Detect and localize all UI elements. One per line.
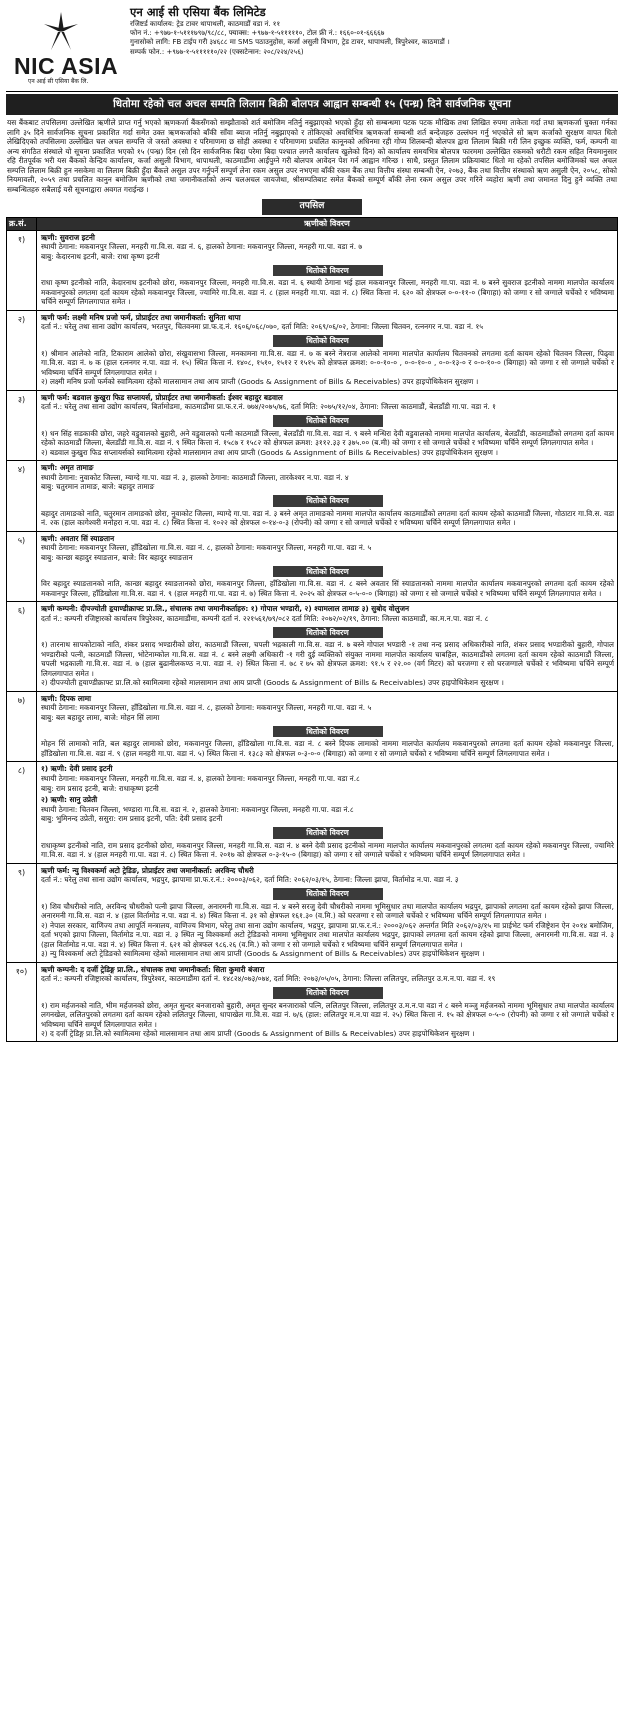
serial-number: १) bbox=[7, 230, 37, 310]
collateral-description: राधाकृष्ण इटनीको नाति, राम प्रसाद इटनीको छोरा, मकवानपुर जिल्ला, मनहरी गा.वि.स. वडा नं. ४ बस्ने देवी प्रसाद इटनीको नाममा मालपोत कार्यालय मकवानपुरको लगतमा दर्ता कायम रहेको मकवानपुर जिल्ला, ज्यामिरे गा.वि.स. वडा नं. ४ (हाल मनहरी गा.पा. वडा नं. ८) स्थित कित्ता नं. २०१७ को क्षेत्रफल ०-३-१५-० (बिगाहा) को जग्गा र सो जग्गाले चर्चेको र भविष्यमा चर्चिने सम्पूर्ण लिगलगापात समेत । bbox=[41, 840, 614, 860]
entry-details bbox=[37, 602, 618, 691]
borrower-detail-line: स्थायी ठेगाना: मकवानपुर जिल्ला, मनहरी गा.वि.स. वडा नं. ४, हालको ठेगाना: मकवानपुर जिल्ला, मनहरी गा.पा. वडा नं.८ bbox=[41, 773, 360, 783]
entry-details bbox=[37, 863, 618, 962]
borrower-block bbox=[41, 534, 614, 563]
serial-number: २) bbox=[7, 310, 37, 390]
collateral-heading: धितोको विवरण bbox=[273, 726, 383, 738]
collateral-heading: धितोको विवरण bbox=[273, 827, 383, 839]
header-line: सम्पर्क फोन.: +९७७-१-५१११११०/२२ (एक्सटेन्सन: २०८/२२४/२५६) bbox=[130, 47, 304, 56]
borrower-name: ऋणी: अवतार सिं स्याङतान bbox=[41, 533, 115, 543]
borrower-detail-line: बाबु: केदारनाथ इटनी, बाजे: राधा कृष्ण इटनी bbox=[41, 252, 160, 262]
borrower-detail-line: बाबु: भुमिनन्द उप्रेती, ससुरा: राम प्रसाद इटनी, पति: देवी प्रसाद इटनी bbox=[41, 814, 223, 824]
notice-intro: यस बैंकबाट तपसिलमा उल्लेखित ऋणीले प्राप्त गर्नु भएको ऋणकर्जा बैंकसँगको सम्झौताको शर्त बमोजिम नतिर्नु नबुझाएको भएको हुँदा सो सम्बन्धमा पटक पटक मौखिक तथा लिखित रुपमा ताकेता गर्दा तथा ऋणकर्जा चुक्ता गर्नका लागि ३५ दिने सार्वजनिक सूचना प्रकाशित गर्दा समेत उक्त ऋणकर्जाको बाँकी साँवा ब्याज नतिर्नु नबुझाएको र तोकिएको अवधिभित्र ऋणकर्जा सम्बन्धी शर्त बन्देजहरु उल्लंघन गर्नु भएकोले सो ऋण कर्जाको सुरक्षण वापत धितो लेखिदिएको तपसिलमा उल्लेखित चल अचल सम्पत्ति जे जस्तो अवस्था र परिमाणमा छ सोही अवस्था र परिमाणमा प्रचलित कानूनको अधिनमा रही गोप्य शिलबन्दी बोलपत्र द्वारा लिलाम बिक्री गरी लिन इच्छुक व्यक्ति, फर्म, कम्पनी वा अन्य संगठित संस्थाले यो सूचना प्रकाशित भएको १५ (पन्ध्र) दिन (सो दिन सार्वजनिक बिदा परेमा बिदा पश्चात लगत्तै कार्यालय खुलेको दिन) को कार्यालय समयभित्र बोलपत्र फारममा उल्लेखित रकमको धरौटी रकम सहित नियमानुसार रहि रीतपूर्वक भरी यस बैंकको केन्द्रिय कार्यालय, कर्जा असुली विभाग, थापाथली, काठमाडौंमा आईपुग्ने गरी बोलपत्र आवेदन पेश गर्न आह्वान गरिन्छ । साथै, प्रस्तुत लिलाम प्रक्रियाबाट धितो मा रहेको तपसिल बमोजिमको चल अचल सम्पत्ति लिलाम बिक्री हुन नसकेमा वा लिलाम बिक्री हुँदा बैंकले असुल उपर गर्नुपर्ने सम्पूर्ण लेना रकम असुल उपर नभएमा बाँकी रकम बैंक तथा वित्तीय संस्था सम्बन्धी ऐन, २०७३, बैंक तथा वित्तीय संस्थाको ऋण असुली ऐन, २०५८, सोको नियमावली, २०५९ तथा प्रचलित कानुन बमोजिम ऋणीको तथा जमानीकर्ताको अन्य चलअचल जायजेथा, श्रीसम्पतिबाट समेत बैंकको सम्पूर्ण बाँकी लेना रकम असुल उपर गरिने व्यहोरा ऋणी तथा जमानत दिनु हुने व्यक्ति तथा सम्बन्धितहरु सबैलाई यसै सूचनाद्वारा अवगत गराईन्छ । bbox=[7, 118, 617, 194]
borrower-detail-line: स्थायी ठेगाना: मकवानपुर जिल्ला, मनहरी गा.वि.स. वडा नं. ६, हालको ठेगाना: मकवानपुर जिल्ला, मनहरी गा.पा. वडा नं. ७ bbox=[41, 242, 363, 252]
serial-number: ३) bbox=[7, 390, 37, 460]
table-row bbox=[7, 230, 618, 310]
serial-number: ५) bbox=[7, 531, 37, 602]
collateral-heading: धितोको विवरण bbox=[273, 627, 383, 639]
collateral-description: २) बडवाल कुखुरा फिड सप्लायर्सको स्वामित्वमा रहेको मालसामान तथा आय प्राप्ती (Goods & Assignment of Bills & Receivables) उपर हाइपोथिकेशन सुरक्षण । bbox=[41, 447, 499, 457]
logo-name: NIC ASIA bbox=[14, 53, 119, 79]
collateral-heading: धितोको विवरण bbox=[273, 987, 383, 999]
collateral-description: मोहन सिं लामाको नाति, बल बहादुर लामाको छोरा, मकवानपुर जिल्ला, हाँडिखोला गा.वि.स. वडा नं. ८ बस्ने दिपक लामाको नाममा मालपोत कार्यालय मकवानपुरको लगतमा दर्ता कायम रहेको मकवानपुर जिल्ला, हाँडिखोला गा.वि.स. वडा नं. ९ (हाल मनहरी गा.पा. वडा नं. ५) स्थित कित्ता नं. १३८३ को क्षेत्रफल ०-३-०-० (बिगाहा) को जग्गा र सो जग्गाले चर्चेको र भविष्यमा चर्चिने सम्पूर्ण लिगलगापात समेत । bbox=[41, 739, 614, 758]
header-line: रजिष्टर्ड कार्यालय: ट्रेड टावर थापाथली, काठमाडौं वडा नं. ११ bbox=[130, 19, 281, 28]
table-row bbox=[7, 762, 618, 863]
collateral-description: १) तारनाथ सापकोटाको नाति, शंकर प्रसाद भण्डारीको छोरा, काठमाडौं जिल्ला, चपली भद्रकाली गा.वि.स. वडा नं. ७ बस्ने गोपाल भण्डारी -१ तथा नन्द प्रसाद अधिकारीको नाति, शंकर प्रसाद भण्डारीको बुहारी, गोपाल भण्डारीको पत्नी, काठमाडौं जिल्ला, भोटेनाम्कोल गा.वि.स. वडा नं. ८ बस्ने लक्ष्मी अधिकारी -१ गरी दुई व्यक्तिको संयुक्त नाममा मालपोत कार्यालय चाबहिल, काठमाडौंको लगतमा दर्ता कायम रहेको काठमाडौं जिल्ला, चपली भद्रकाली गा.वि.स. वडा नं. ७ (हाल बुढानीलकण्ठ न.पा. वडा नं. २) स्थित कित्ता नं. ७८ र ७५ को क्षेत्रफल क्रमश: ९१.५ र २२.०० (वर्ग मिटर) को घरजग्गा र सो घरजग्गाले चर्चेको र भविष्यमा चर्चिने सम्पूर्ण लिगलगापात समेत । bbox=[41, 640, 614, 678]
bank-header bbox=[6, 4, 618, 92]
borrower-block bbox=[41, 866, 614, 885]
schedule-table bbox=[6, 217, 618, 1043]
borrower-block bbox=[41, 393, 614, 412]
borrower-block bbox=[41, 463, 614, 492]
nic-asia-star-icon bbox=[44, 12, 78, 52]
header-line: फोन नं.: +९७७-१-५१११७९७/९८/८८, फ्याक्स: +९७७-१-५१११११०, टोल फ्री नं.: १६६०-०१-६६६६७ bbox=[130, 29, 385, 38]
serial-number: ७) bbox=[7, 691, 37, 762]
borrower-detail-line: बाबु: बल बहादुर लामा, बाजे: मोहन सिं लामा bbox=[41, 712, 160, 722]
borrower-name: ऋणी: सुवराज इटनी bbox=[41, 232, 95, 242]
table-row bbox=[7, 531, 618, 602]
serial-number: ४) bbox=[7, 461, 37, 532]
table-row bbox=[7, 461, 618, 532]
table-row bbox=[7, 310, 618, 390]
borrower-name: ऋणी फर्म: न्यु विश्वकर्मा अटो ट्रेडिङ, प्रोप्राईटर तथा जमानीकर्ता: अरविन्द चौधरी bbox=[41, 865, 254, 875]
entry-details bbox=[37, 691, 618, 762]
entry-details bbox=[37, 962, 618, 1042]
collateral-heading: धितोको विवरण bbox=[273, 888, 383, 900]
table-header-row bbox=[7, 217, 618, 230]
schedule-heading: तपसिल bbox=[262, 199, 362, 215]
table-row bbox=[7, 602, 618, 691]
table-row bbox=[7, 390, 618, 460]
logo bbox=[6, 4, 126, 91]
borrower-detail-line: बाबु: कान्छा बहादुर स्याङतान, बाजे: विर बहादुर स्याङतान bbox=[41, 552, 193, 562]
entry-details bbox=[37, 310, 618, 390]
collateral-description: विर बहादुर स्याङतानको नाति, कान्छा बहादुर स्याङतानको छोरा, मकवानपुर जिल्ला, हाँडिखोला गा.वि.स. वडा नं. ८ बस्ने अवतार सिं स्याङतानको नाममा मालपोत कार्यालय मकवानपुरको लगतमा दर्ता कायम रहेको मकवानपुर जिल्ला, हाँडिखोला गा.वि.स. वडा नं. ९ (हाल मनहरी गा.पा. वडा नं. ७) स्थित कित्ता नं. २०२५ को क्षेत्रफल ०-५-०-० (बिगाहा) को जग्गा र सो जग्गाले चर्चेको र भविष्यमा चर्चिने सम्पूर्ण लिगलगापात समेत । bbox=[41, 579, 614, 598]
entry-details bbox=[37, 390, 618, 460]
borrower-block bbox=[41, 795, 614, 824]
borrower-detail-line: दर्ता नं.: कम्पनी रजिष्ट्रारको कार्यालय, त्रिपुरेश्वर, काठमाडौंमा दर्ता नं. १४८२४/०७३/०७४, दर्ता मिति: २०७३/०५/०५, ठेगाना: जिल्ला ललितपुर, ललितपुर उ.म.न.पा. वडा नं. १९ bbox=[41, 974, 496, 984]
borrower-name: १) ऋणी: देवी प्रसाद इटनी bbox=[41, 764, 113, 774]
collateral-heading: धितोको विवरण bbox=[273, 415, 383, 427]
collateral-description: २) लक्ष्मी मनिष प्रजो फर्मको स्वामित्वमा रहेको मालसामान तथा आय प्राप्ती (Goods & Assignment of Bills & Receivables) उपर हाइपोथिकेशन सुरक्षण । bbox=[41, 377, 479, 387]
borrower-name: ऋणी: दिपक लामा bbox=[41, 693, 91, 703]
borrower-name: २) ऋणी: सानु उप्रेती bbox=[41, 795, 98, 805]
collateral-heading: धितोको विवरण bbox=[273, 335, 383, 347]
borrower-name: ऋणी कम्पनी: द दर्जी ट्रेडिङ्ग प्रा.लि., संचालक तथा जमानीकर्ता: सिता कुमारी बंजारा bbox=[41, 964, 265, 974]
borrower-block bbox=[41, 604, 614, 623]
borrower-block bbox=[41, 965, 614, 984]
borrower-detail-line: दर्ता नं.: घरेलु तथा साना उद्योग कार्यालय, भरतपुर, चितवनमा प्रा.फ.द.नं. १६०६/०६८/०७०, दर्ता मिति: २०६९/०६/०२, ठेगाना: जिल्ला चितवन, रत्ननगर न.पा. वडा नं. १५ bbox=[41, 322, 484, 332]
collateral-heading: धितोको विवरण bbox=[273, 265, 383, 277]
serial-number: ८) bbox=[7, 762, 37, 863]
borrower-detail-line: दर्ता नं.: घरेलु तथा साना उद्योग कार्यालय, भद्रपुर, झापामा प्रा.फ.र.नं.: २०००३/०६२, दर्ता मिति: २०६२/०३/१५, ठेगाना: जिल्ला झापा, विर्तामोड न.पा. वडा नं. ३ bbox=[41, 875, 459, 885]
borrower-detail-line: स्थायी ठेगाना: मकवानपुर जिल्ला, हाँडिखोला गा.वि.स. वडा नं. ८, हालको ठेगाना: मकवानपुर जिल्ला, मनहरी गा.पा. वडा नं. ५ bbox=[41, 703, 372, 713]
borrower-block bbox=[41, 764, 614, 793]
header-line: गुनासोको लागि: FB टाईप गरी ३४६८८ मा SMS पठाउनुहोस, कर्जा असुली विभाग, ट्रेड टावर, थापाथली, त्रिपुरेश्वर, काठमाडौं । bbox=[130, 38, 450, 47]
bank-contact-info bbox=[126, 4, 618, 91]
collateral-description: बहादुर तामाङको नाति, चतुरमान तामाङको छोरा, नुवाकोट जिल्ला, म्याग्दे गा.पा. वडा नं. ३ बस्ने अमृत तामाङको नाममा मालपोत कार्यालय काठमाडौंको लगतमा दर्ता कायम रहेको काठमाडौं जिल्ला, गोठाटार गा.वि.स. वडा नं. २क (हाल कागेश्वरी मनोहरा न.पा. वडा नं. ८) स्थित कित्ता नं. १०२२ को क्षेत्रफल ०-१४-०-३ (रोपनी) को जग्गा र सो जग्गाले चर्चेको र भविष्यमा चर्चिने सम्पूर्ण लिगलगापात समेत । bbox=[41, 508, 614, 528]
serial-number: १०) bbox=[7, 962, 37, 1042]
notice-title: धितोमा रहेको चल अचल सम्पति लिलाम बिक्री बोलपत्र आह्वान सम्बन्धी १५ (पन्ध्र) दिने सार्वजनिक सूचना bbox=[6, 94, 618, 115]
entry-details bbox=[37, 461, 618, 532]
borrower-name: ऋणी: अमृत तामाङ bbox=[41, 463, 94, 473]
header-serial: क्र.सं. bbox=[7, 217, 37, 230]
borrower-detail-line: स्थायी ठेगाना: चितवन जिल्ला, भण्डारा गा.वि.स. वडा नं. २, हालको ठेगाना: मकवानपुर जिल्ला, मनहरी गा.पा. वडा नं.८ bbox=[41, 804, 354, 814]
borrower-detail-line: स्थायी ठेगाना: नुवाकोट जिल्ला, म्याग्दे गा.पा. वडा नं. ३, हालको ठेगाना: काठमाडौं जिल्ला, तारकेश्वर न.पा. वडा नं. ४ bbox=[41, 472, 349, 482]
table-row bbox=[7, 863, 618, 962]
borrower-detail-line: स्थायी ठेगाना: मकवानपुर जिल्ला, हाँडिखोला गा.वि.स. वडा नं. ८, हालको ठेगाना: मकवानपुर जिल्ला, मनहरी गा.पा. वडा नं. ५ bbox=[41, 543, 372, 553]
borrower-detail-line: बाबु: चतुरमान तामाङ, बाजे: बहादुर तामाङ bbox=[41, 482, 155, 492]
table-row bbox=[7, 962, 618, 1042]
collateral-description: १) शिव चौधरीको नाति, अरविन्द चौधरीको पत्नी झापा जिल्ला, अनारमनी गा.वि.स. वडा नं. ४ बस्ने सरजु देवी चौधरीको नाममा भूमिसुधार तथा मालपोत कार्यालय भद्रपुर, झापाको लगतमा दर्ता कायम रहेको झापा जिल्ला, अनारमनी गा.वि.स. वडा नं. ४ (हाल विर्तामोड न.पा. वडा नं. ४) स्थित कित्ता नं. ३१ को क्षेत्रफल १६१.३० (व.मि.) को घरजग्गा र सो जग्गाले चर्चेको र भविष्यमा चर्चिने सम्पूर्ण लिगलगापात समेत । bbox=[41, 901, 614, 921]
collateral-description: राधा कृष्ण इटनीको नाति, केदारनाथ इटनीको छोरा, मकवानपुर जिल्ला, मनहरी गा.वि.स. वडा नं. ६ स्थायी ठेगाना भई हाल मकवानपुर जिल्ला, मनहरी गा.पा. वडा नं. ७ बस्ने सुवराज इटनीको नाममा मालपोत कार्यालय मकवानपुरको लगतमा दर्ता कायम रहेको मकवानपुर जिल्ला, ज्यामिरे गा.वि.स. वडा नं. ८ (हाल मनहरी गा.पा. वडा नं. ८) स्थित कित्ता नं. ६२० को क्षेत्रफल ०-०-११-० (बिगाहा) को जग्गा र सो जग्गाले चर्चेको र भविष्यमा चर्चिने सम्पूर्ण लिगलगापात समेत । bbox=[41, 278, 614, 307]
table-row bbox=[7, 691, 618, 762]
borrower-block bbox=[41, 694, 614, 723]
borrower-detail-line: बाबु: राम प्रसाद इटनी, बाजे: राधाकृष्ण इटनी bbox=[41, 783, 159, 793]
header-borrower: ऋणीको विवरण bbox=[37, 217, 618, 230]
collateral-description: १) धन सिंह सडकाकी छोरा, जहरे वडुवालको बुहारी, अने वडुवालको पत्नी काठमाडौं जिल्ला, बेलडाँडी गा.वि.स. वडा नं. ९ बस्ने मन्धिरा देवी वडुवालको नाममा मालपोत कार्यालय, बेलडाँडी, काठमाडौंको लगतमा दर्ता कायम रहेको काठमाडौं जिल्ला, बेलडाँडी गा.वि.स. वडा नं. ९ स्थित कित्ता नं. १५८७ र १५८२ को क्षेत्रफल क्रमश: ३११२.३३ र ३७५.०० (ब.मी) को जग्गा र सो जग्गाले चर्चेको र भविष्यमा चर्चिने सम्पूर्ण लिगलगापात समेत । bbox=[41, 428, 614, 448]
collateral-heading: धितोको विवरण bbox=[273, 566, 383, 578]
borrower-detail-line: दर्ता नं.: घरेलु तथा साना उद्योग कार्यालय, बिर्तामोडमा, काठमाडौंमा प्रा.फ.र.नं. ७७४/२०७५/७६, दर्ता मिति: २०७५/१२/०४, ठेगाना: जिल्ला काठमाडौं, बेलडाँडी गा.पा. वडा नं. १ bbox=[41, 402, 496, 412]
logo-subtitle: एन आई सी एसिया बैंक लि. bbox=[28, 78, 89, 85]
collateral-description: १) राम मर्हजनको नाति, भीम मर्हजनको छोरा, अमृत सुन्दर बनजाराको बुहारी, अमृत सुन्दर बनजाराको पत्नि, ललितपुर जिल्ला, ललितपुर उ.म.न.पा वडा नं ८ बस्ने मञ्जु मर्हजनको नाममा भूमिसुधार तथा मालपोत कार्यालय लगनखेल, ललितपुरको लगतमा दर्ता कायम रहेको ललितपुर जिल्ला, धापाखेल गा.वि.स. वडा नं. ७/६ (हाल: ललितपुर म.न.पा वडा नं. २५) स्थित कित्ता नं. १५ को क्षेत्रफल ०-५-० (रोपनी) को जग्गा र सो जग्गाले चर्चेको र भविष्यमा चर्चिने सम्पूर्ण लिगलगापात समेत । bbox=[41, 1000, 615, 1029]
collateral-heading: धितोको विवरण bbox=[273, 495, 383, 507]
borrower-name: ऋणी कम्पनी: दीपज्योती हृयाण्डीक्राफ्ट प्रा.लि., संचालक तथा जमानीकर्ताहरु: १) गोपाल भण्डारी, २) श्यामलाल तामाङ ३) सुबोद वोलुजन bbox=[41, 604, 410, 614]
collateral-description: २) दीपज्योती हृयाण्डीक्राफ्ट प्रा.लि.को स्वामित्वमा रहेको मालसामान तथा आय प्राप्ती (Goods & Assignment of Bills & Receivables) उपर हाइपोथिकेशन सुरक्षण । bbox=[41, 678, 504, 688]
collateral-description: २) द दर्जी ट्रेडिङ्ग प्रा.लि.को स्वामित्वमा रहेको मालसामान तथा आय प्राप्ती (Goods & Assignment of Bills & Receivables) उपर हाइपोथिकेशन सुरक्षण । bbox=[41, 1028, 475, 1038]
entry-details bbox=[37, 230, 618, 310]
borrower-block bbox=[41, 313, 614, 332]
serial-number: ९) bbox=[7, 863, 37, 962]
borrower-name: ऋणी फर्म: लक्ष्मी मनिष प्रजो फर्म, प्रोप्राईटर तथा जमानीकर्ता: सुनिता थापा bbox=[41, 312, 241, 322]
bank-name: एन आई सी एसिया बैंक लिमिटेड bbox=[130, 5, 266, 19]
borrower-detail-line: दर्ता नं.: कम्पनी रजिष्ट्रारको कार्यालय त्रिपुरेश्वर, काठमाडौंमा, कम्पनी दर्ता नं. २२१५६१/७९/०८२ दर्ता मिति: २०७२/०२/१९, ठेगाना: जिल्ला काठमाडौं, का.म.न.पा. वडा नं. ८ bbox=[41, 613, 489, 623]
collateral-description: १) श्रीमान आलेको नाति, टिकाराम आलेको छोरा, संखुवासभा जिल्ला, मनकामना गा.वि.स. वडा नं. ७ क बस्ने नेत्रराज आलेको नाममा मालपोत कार्यालय चितवनको लगतमा दर्ता कायम रहेको चितवन जिल्ला, पिढ्वा गा.वि.स. वडा नं. ७ क (हाल रत्ननगर न.पा. वडा नं. १५) स्थित कित्ता नं. १४०८, १५१०, १५१२ र १५१५ को क्षेत्रफल क्रमश: ०-०-१०-० , ०-०-१०-० , ०-०-१३-० र ०-०-१०-० (बिगाहा) को जग्गा र सो जग्गाले चर्चेको र भविष्यमा चर्चिने सम्पूर्ण लिगलगापात समेत । bbox=[41, 348, 614, 377]
entry-details bbox=[37, 762, 618, 863]
borrower-block bbox=[41, 233, 614, 262]
serial-number: ६) bbox=[7, 602, 37, 691]
collateral-description: ३) न्यु विश्वकर्मा अटो ट्रेडिङको स्वामित्वमा रहेको मालसामान तथा आय प्राप्ती (Goods & Assignment of Bills & Receivables) उपर हाइपोथिकेशन सुरक्षण । bbox=[41, 949, 485, 959]
collateral-description: २) नेपाल सरकार, वाणिज्य तथा आपूर्ति मन्त्रालय, वाणिज्य विभाग, घरेलु तथा साना उद्योग कार्यालय, भद्रपुर, झापामा प्रा.फ.र.नं.: २०००३/०६२ अन्तर्गत मिति २०६२/०३/१५ मा प्राईभेट फर्म रजिष्ट्रेशन ऐन २०१४ बमोजिम, दर्ता भएको झापा जिल्ला, विर्तामोड न.पा. वडा नं. ३ स्थित न्यु विश्वकर्मा अटो ट्रेडिङको नाममा भूमिसुधार तथा मालपोत कार्यालय भद्रपुर, झापाको लगतमा दर्ता कायम रहेको झापा जिल्ला, अनारमनी गा.वि.स. वडा नं. ३ (हाल विर्तामोड न.पा. वडा नं. ४) स्थित कित्ता नं. ६२१ को क्षेत्रफल ९८६.२६ (व.मि.) को जग्गा र सो जग्गाले चर्चेको र भविष्यमा चर्चिने सम्पूर्ण लिगलगापात समेत । bbox=[41, 920, 614, 949]
entry-details bbox=[37, 531, 618, 602]
borrower-name: ऋणी फर्म: बडवाल कुखुरा फिड सप्लायर्स, प्रोप्राईटर तथा जमानीकर्ता: ईश्वर बहादुर बडवाल bbox=[41, 392, 283, 402]
